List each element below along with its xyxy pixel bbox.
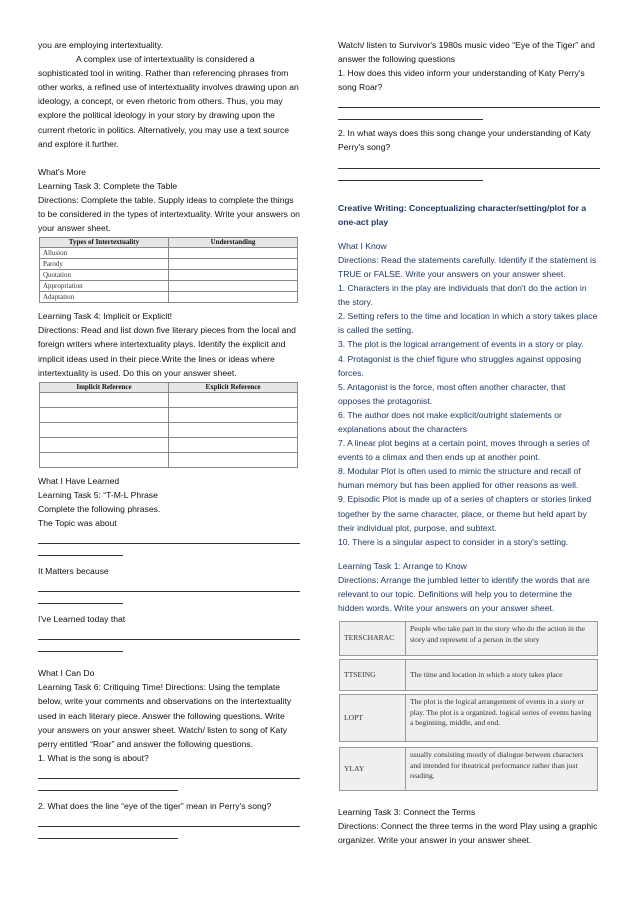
table-header: Understanding <box>169 238 298 248</box>
table-row: Quotation <box>40 270 298 281</box>
jumbled-term: YLAY <box>340 748 406 790</box>
connect-title: Learning Task 3: Connect the Terms <box>338 807 476 818</box>
answer-line[interactable] <box>338 171 483 181</box>
table-row: Adaptation <box>40 292 298 303</box>
answer-line[interactable] <box>38 546 123 556</box>
answer-line[interactable] <box>38 769 300 779</box>
task6-text: Learning Task 6: Critiquing Time! Directions: Using the template below, write your comments and observations on the intertextuality used in each literary piece. Answer the following questions. Write your answers on your answer sheet. Watch/ listen to song of Katy perry entitled “Roar” and answer the following questions. <box>38 682 292 749</box>
statement: 6. The author does not make explicit/outright statements or explanations about the characters <box>338 409 562 434</box>
answer-line[interactable] <box>38 642 123 652</box>
table-row: Parody <box>40 259 298 270</box>
table-row <box>40 407 298 422</box>
answer-line[interactable] <box>38 630 300 640</box>
term-definition: The plot is the logical arrangement of events in a story or play. The plot is a organized. logical series of events having a beginning, middle, and end. <box>410 697 592 728</box>
table-header: Explicit Reference <box>169 382 298 392</box>
answer-line[interactable] <box>338 110 483 120</box>
table-row <box>40 452 298 467</box>
jumbled-term: TTSEING <box>340 660 406 690</box>
question-1: 1. What is the song is about? <box>38 752 149 763</box>
table-row <box>40 392 298 407</box>
task3-directions: Directions: Complete the table. Supply ideas to complete the things to be considered in the types of intertextuality. Write your answers on your answer sheet. <box>38 194 300 234</box>
whats-more-heading: What's More <box>38 166 86 177</box>
answer-line[interactable] <box>38 829 178 839</box>
statement: 4. Protagonist is the chief figure who struggles against opposing forces. <box>338 353 582 378</box>
term-row <box>339 659 598 691</box>
term-definition: The time and location in which a story takes place <box>410 669 563 679</box>
learned-heading: What I Have Learned <box>38 475 120 486</box>
intro-line: you are employing intertextuality. <box>38 40 163 50</box>
table-row: Allusion <box>40 248 298 259</box>
answer-line[interactable] <box>38 594 123 604</box>
arrange-title: Learning Task 1: Arrange to Know <box>338 560 467 571</box>
task3-title: Learning Task 3: Complete the Table <box>38 180 178 191</box>
task5-title: Learning Task 5: “T-M-L Phrase <box>38 489 158 500</box>
intro-indented: A complex use of intertextuality is considered a <box>76 54 255 65</box>
answer-line[interactable] <box>38 781 178 791</box>
topic-prompt: The Topic was about <box>38 517 117 528</box>
term-definition: People who take part in the story who do the action in the story and represent of a person in the story <box>410 624 586 644</box>
statement: 10. There is a singular aspect to consider in a story's setting. <box>338 536 569 547</box>
matters-prompt: It Matters because <box>38 566 109 577</box>
answer-line[interactable] <box>338 98 600 108</box>
statement: 2. Setting refers to the time and location in which a story takes place is called the setting. <box>338 311 598 336</box>
statement: 5. Antagonist is the force, most often another character, that opposes the protagonist. <box>338 381 566 406</box>
creative-writing-heading: Creative Writing: Conceptualizing character/setting/plot for a one-act play <box>338 202 587 227</box>
left-column <box>38 38 300 847</box>
what-i-know-heading: What I Know <box>338 240 387 251</box>
intertextuality-table <box>39 237 298 303</box>
statement: 1. Characters in the play are individuals that don't do the action in the story. <box>338 283 587 308</box>
table-row <box>40 422 298 437</box>
intro-body: sophisticated tool in writing. Rather than referencing phrases from other works, a refined use of intertextuality involves drawing upon an ideology, a concept, or even rhetoric from others. Thus, you may explore the political ideology in your story by drawing upon the current rhetoric in politics. Alternatively, you may use a text source and explore it further. <box>38 68 299 149</box>
answer-line[interactable] <box>338 159 600 169</box>
answer-line[interactable] <box>38 817 300 827</box>
right-question-2: 2. In what ways does this song change your understanding of Katy Perry's song? <box>338 128 591 153</box>
answer-line[interactable] <box>38 582 300 592</box>
right-column <box>338 38 600 847</box>
watch-text: Watch/ listen to Survivor's 1980s music video “Eye of the Tiger” and answer the following questions <box>338 40 595 65</box>
can-do-heading: What I Can Do <box>38 668 95 679</box>
term-row <box>339 747 598 791</box>
connect-directions: Directions: Connect the three terms in the word Play using a graphic organizer. Write your answer in your answer sheet. <box>338 821 598 846</box>
learned-prompt: I've Learned today that <box>38 614 126 625</box>
task4-title: Learning Task 4: Implicit or Explicit! <box>38 311 173 322</box>
term-row <box>339 694 598 742</box>
jumbled-term: TERSCHARAC <box>340 622 406 655</box>
reference-table <box>39 382 298 468</box>
know-directions: Directions: Read the statements carefully. Identify if the statement is TRUE or FALSE. Write your answers on your answer sheet. <box>338 254 597 279</box>
right-question-1: 1. How does this video inform your understanding of Katy Perry's song Roar? <box>338 68 585 93</box>
jumbled-term: LOPT <box>340 695 406 741</box>
answer-line[interactable] <box>38 534 300 544</box>
task4-directions: Directions: Read and list down five literary pieces from the local and foreign writers where intertextuality plays. Identify the explicit and implicit ideas used in their piece.Write the lines or ideas where intertextuality is used. Do this on your answer sheet. <box>38 325 296 378</box>
statement: 9. Episodic Plot is made up of a series of chapters or stories linked together by the same character, place, or theme but held apart by their individual plot, purpose, and subtext. <box>338 494 592 533</box>
term-definition: usually consisting mostly of dialogue between characters and intended for theatrical performance rather than just reading. <box>410 750 584 781</box>
statement: 7. A linear plot begins at a certain point, moves through a series of events to a climax and then ends up at another point. <box>338 438 590 463</box>
arrange-directions: Directions: Arrange the jumbled letter to identify the words that are relevant to our topic. Definitions will help you to determine the hidden words. Write your answers on your answer sheet. <box>338 574 590 614</box>
table-header: Types of Intertextuality <box>40 238 169 248</box>
table-row <box>40 437 298 452</box>
term-row <box>339 621 598 656</box>
task5-directions: Complete the following phrases. <box>38 503 161 514</box>
statement: 3. The plot is the logical arrangement of events in a story or play. <box>338 339 584 350</box>
table-header: Implicit Reference <box>40 382 169 392</box>
table-row: Appropriation <box>40 281 298 292</box>
statement: 8. Modular Plot is often used to mimic the structure and recall of human memory but has been applied for other reasons as well. <box>338 466 581 491</box>
question-2: 2. What does the line “eye of the tiger” mean in Perry's song? <box>38 800 272 811</box>
